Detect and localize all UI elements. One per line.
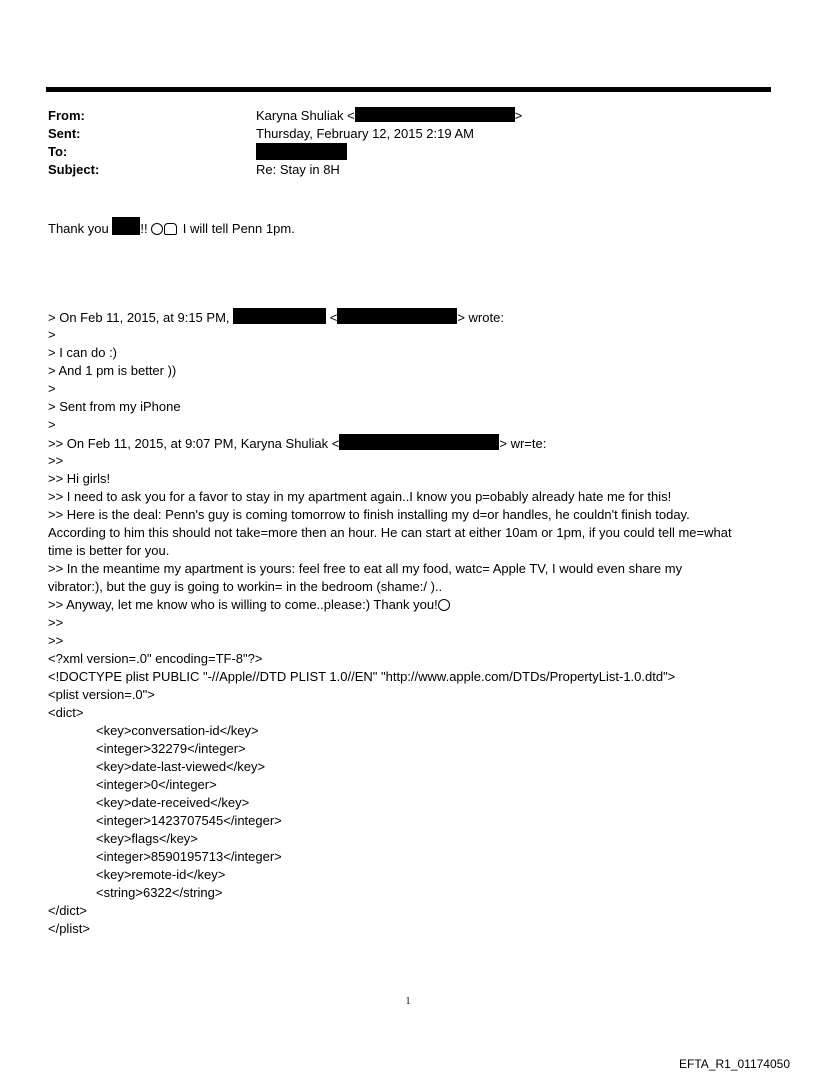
quote-header-2	[48, 434, 546, 453]
quote1-text-mid: <	[326, 310, 338, 325]
from-name: Karyna Shuliak <	[256, 108, 355, 123]
quote-line: >	[48, 381, 56, 396]
header-rule	[46, 87, 771, 92]
from-value	[256, 107, 522, 125]
body-line	[48, 596, 451, 614]
plist-line: <integer>1423707545</integer>	[96, 813, 282, 828]
plist-line: <key>date-last-viewed</key>	[96, 759, 266, 774]
body-line: <dict>	[48, 705, 84, 720]
emoji-monkey-icon	[164, 223, 177, 235]
redaction-box	[112, 217, 140, 235]
from-close: >	[514, 108, 523, 123]
plist-line: <key>remote-id</key>	[96, 867, 226, 882]
plist-line: <key>conversation-id</key>	[96, 723, 259, 738]
body-line: According to him this should not take=more then an hour. He can start at either 10am or 1pm, if you could tell me=what	[48, 525, 732, 540]
sent-value: Thursday, February 12, 2015 2:19 AM	[256, 126, 474, 141]
plist-line: <string>6322</string>	[96, 885, 223, 900]
body-line: <plist version=.0">	[48, 687, 155, 702]
body-line: time is better for you.	[48, 543, 170, 558]
subject-label: Subject:	[48, 162, 100, 177]
body-line: vibrator:), but the guy is going to workin= in the bedroom (shame:/ )..	[48, 579, 443, 594]
emoji-face-icon	[151, 223, 163, 235]
body-line: >>	[48, 633, 64, 648]
plist-line: <key>date-received</key>	[96, 795, 250, 810]
quote-line: > I can do :)	[48, 345, 118, 360]
quote-line: >	[48, 327, 56, 342]
body-line-text: >> Anyway, let me know who is willing to come..please:) Thank you!	[48, 597, 438, 612]
document-id: EFTA_R1_01174050	[679, 1057, 790, 1071]
body-line: >> Here is the deal: Penn's guy is coming tomorrow to finish installing my d=or handles, he couldn't finish today.	[48, 507, 690, 522]
plist-line: <integer>32279</integer>	[96, 741, 246, 756]
quote2-text: >> On Feb 11, 2015, at 9:07 PM, Karyna Shuliak <	[48, 436, 340, 451]
emoji-face-icon	[438, 599, 450, 611]
to-label: To:	[48, 144, 68, 159]
closing-line: </plist>	[48, 921, 90, 936]
redaction-box	[233, 308, 326, 324]
redaction-box	[339, 434, 499, 450]
page-number: 1	[405, 996, 411, 1007]
body-line: >> Hi girls!	[48, 471, 111, 486]
quote-line: >	[48, 417, 56, 432]
body-line: >>	[48, 453, 64, 468]
plist-line: <integer>0</integer>	[96, 777, 217, 792]
quote-line: > And 1 pm is better ))	[48, 363, 177, 378]
to-value	[256, 143, 347, 163]
closing-line: </dict>	[48, 903, 88, 918]
reply-line	[48, 217, 295, 238]
plist-line: <integer>8590195713</integer>	[96, 849, 282, 864]
quote2-text-end: > wr=te:	[499, 436, 547, 451]
body-line: <!DOCTYPE plist PUBLIC "-//Apple//DTD PLIST 1.0//EN" "http://www.apple.com/DTDs/PropertyList-1.0.dtd">	[48, 669, 676, 684]
reply-text-end: I will tell Penn 1pm.	[179, 221, 295, 236]
quote1-text: > On Feb 11, 2015, at 9:15 PM,	[48, 310, 234, 325]
quote-header-1	[48, 308, 504, 327]
body-line: >>	[48, 615, 64, 630]
subject-value: Re: Stay in 8H	[256, 162, 340, 177]
from-label: From:	[48, 108, 85, 123]
sent-label: Sent:	[48, 126, 81, 141]
quote-line: > Sent from my iPhone	[48, 399, 181, 414]
body-line: >> In the meantime my apartment is yours: feel free to eat all my food, watc= Apple TV, I would even share my	[48, 561, 683, 576]
body-line: >> I need to ask you for a favor to stay in my apartment again..I know you p=obably already hate me for this!	[48, 489, 672, 504]
plist-line: <key>flags</key>	[96, 831, 198, 846]
quote1-text-end: > wrote:	[457, 310, 504, 325]
reply-text-mid: !!	[140, 221, 152, 236]
reply-text-start: Thank you	[48, 221, 113, 236]
redaction-box	[355, 107, 515, 122]
body-line: <?xml version=.0" encoding=TF-8"?>	[48, 651, 263, 666]
redaction-box	[256, 143, 347, 160]
redaction-box	[337, 308, 457, 324]
